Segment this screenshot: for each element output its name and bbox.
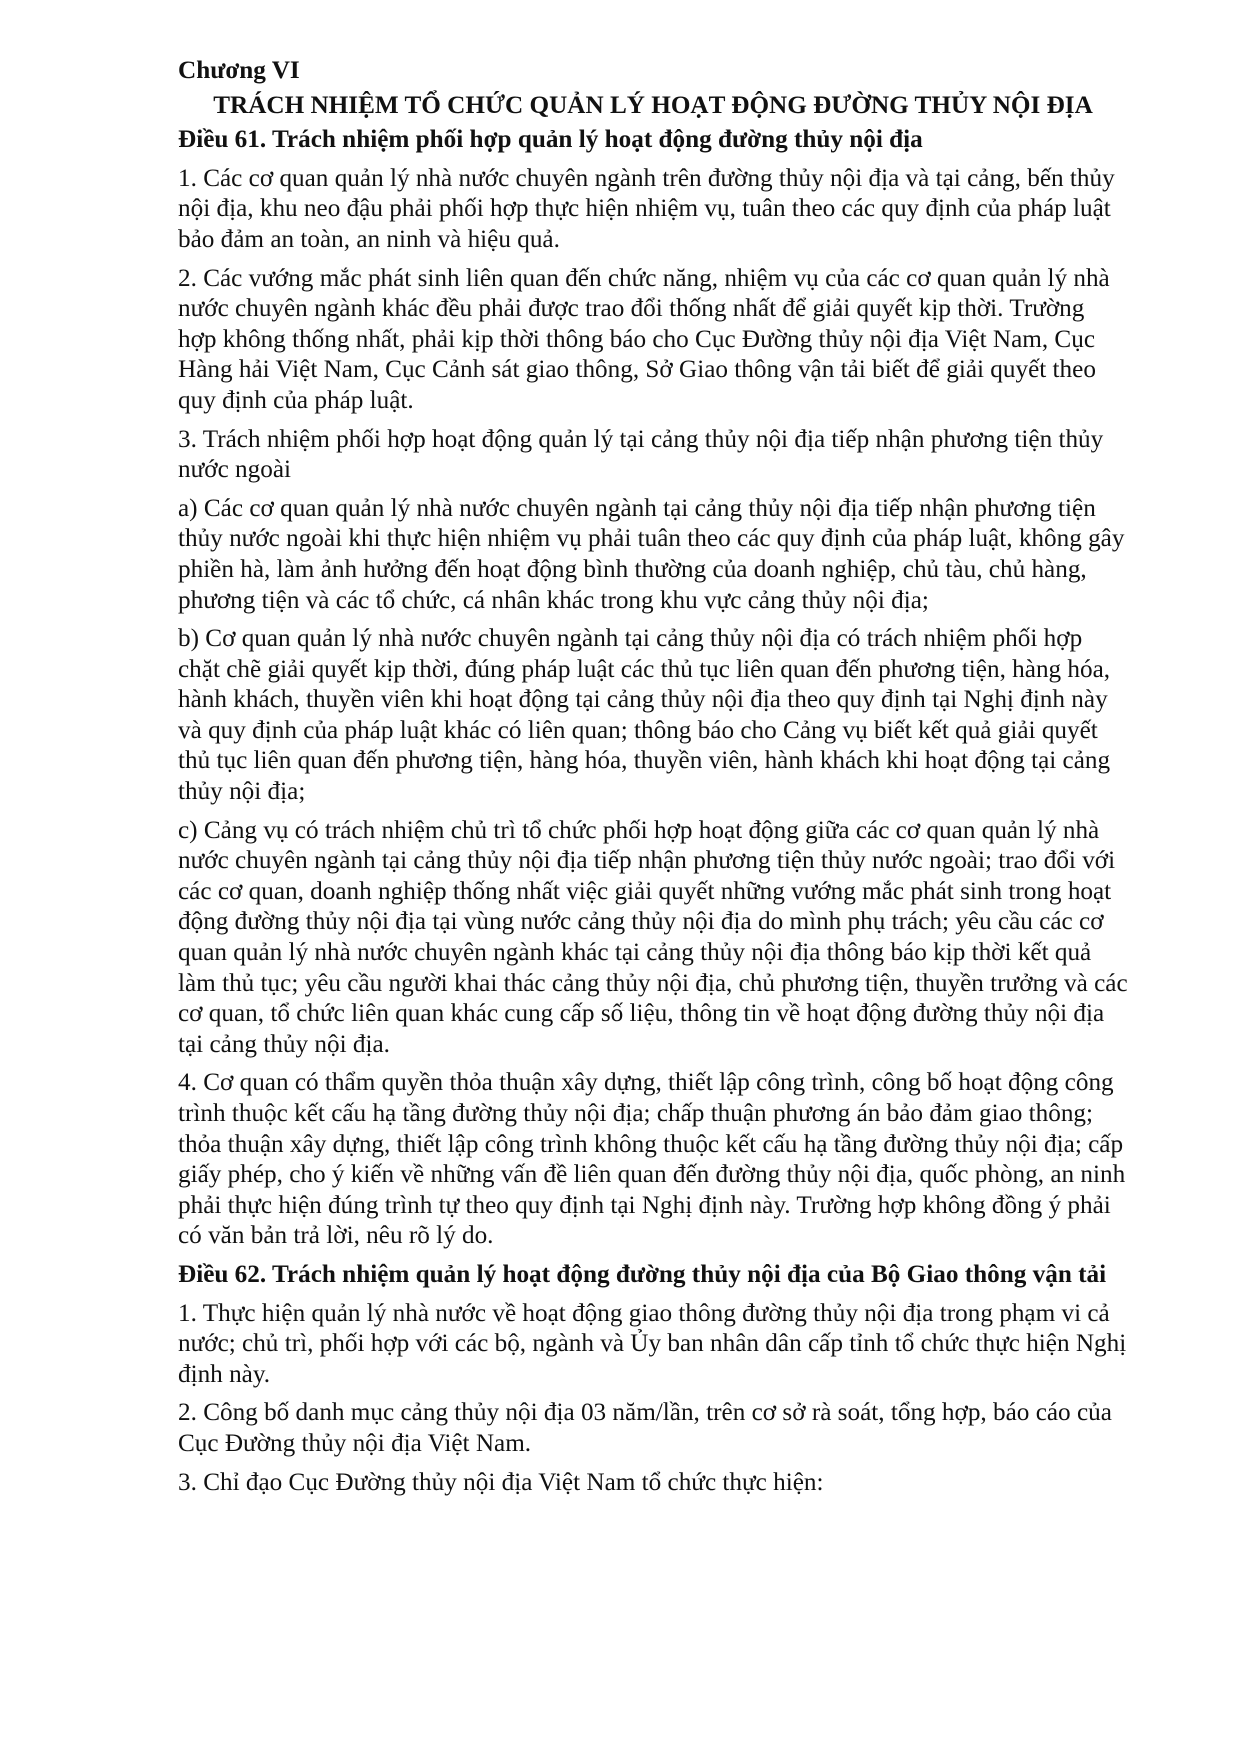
paragraph: 2. Công bố danh mục cảng thủy nội địa 03 năm/lần, trên cơ sở rà soát, tổng hợp, báo cáo của Cục Đường thủy nội địa Việt Nam. <box>178 1399 1112 1457</box>
paragraph: a) Các cơ quan quản lý nhà nước chuyên ngành tại cảng thủy nội địa tiếp nhận phương tiện thủy nước ngoài khi thực hiện nhiệm vụ phải tuân theo các quy định của pháp luật, không gây phiền hà, làm ảnh hưởng đến hoạt động bình thường của doanh nghiệp, chủ tàu, chủ hàng, phương tiện và các tổ chức, cá nhân khác trong khu vực cảng thủy nội địa; <box>178 494 1125 614</box>
chapter-label: Chương VI <box>178 57 300 84</box>
paragraph: 1. Thực hiện quản lý nhà nước về hoạt động giao thông đường thủy nội địa trong phạm vi cả nước; chủ trì, phối hợp với các bộ, ngành và Ủy ban nhân dân cấp tỉnh tổ chức thực hiện Nghị định này. <box>178 1299 1127 1388</box>
article-title: Điều 62. Trách nhiệm quản lý hoạt động đường thủy nội địa của Bộ Giao thông vận tải <box>178 1260 1107 1288</box>
chapter-title: TRÁCH NHIỆM TỔ CHỨC QUẢN LÝ HOẠT ĐỘNG ĐƯỜNG THỦY NỘI ĐỊA <box>213 91 1093 119</box>
document-page <box>178 56 1128 1506</box>
paragraph: 1. Các cơ quan quản lý nhà nước chuyên ngành trên đường thủy nội địa và tại cảng, bến thủy nội địa, khu neo đậu phải phối hợp thực hiện nhiệm vụ, tuân theo các quy định của pháp luật bảo đảm an toàn, an ninh và hiệu quả. <box>178 164 1115 253</box>
paragraph: 3. Trách nhiệm phối hợp hoạt động quản lý tại cảng thủy nội địa tiếp nhận phương tiện thủy nước ngoài <box>178 425 1104 484</box>
paragraph: c) Cảng vụ có trách nhiệm chủ trì tổ chức phối hợp hoạt động giữa các cơ quan quản lý nhà nước chuyên ngành tại cảng thủy nội địa tiếp nhận phương tiện thủy nước ngoài; trao đổi với các cơ quan, doanh nghiệp thống nhất việc giải quyết những vướng mắc phát sinh trong hoạt động đường thủy nội địa tại vùng nước cảng thủy nội địa do mình phụ trách; yêu cầu các cơ quan quản lý nhà nước chuyên ngành khác tại cảng thủy nội địa thông báo kịp thời kết quả làm thủ tục; yêu cầu người khai thác cảng thủy nội địa, chủ phương tiện, thuyền trưởng và các cơ quan, tổ chức liên quan khác cung cấp số liệu, thông tin về hoạt động đường thủy nội địa tại cảng thủy nội địa. <box>178 816 1128 1058</box>
paragraph: 4. Cơ quan có thẩm quyền thỏa thuận xây dựng, thiết lập công trình, công bố hoạt động công trình thuộc kết cấu hạ tầng đường thủy nội địa; chấp thuận phương án bảo đảm giao thông; thỏa thuận xây dựng, thiết lập công trình không thuộc kết cấu hạ tầng đường thủy nội địa; cấp giấy phép, cho ý kiến về những vấn đề liên quan đến đường thủy nội địa, quốc phòng, an ninh phải thực hiện đúng trình tự theo quy định tại Nghị định này. Trường hợp không đồng ý phải có văn bản trả lời, nêu rõ lý do. <box>178 1069 1126 1250</box>
paragraph: 3. Chỉ đạo Cục Đường thủy nội địa Việt Nam tổ chức thực hiện: <box>178 1468 824 1496</box>
paragraph: 2. Các vướng mắc phát sinh liên quan đến chức năng, nhiệm vụ của các cơ quan quản lý nhà nước chuyên ngành khác đều phải được trao đổi thống nhất để giải quyết kịp thời. Trường hợp không thống nhất, phải kịp thời thông báo cho Cục Đường thủy nội địa Việt Nam, Cục Hàng hải Việt Nam, Cục Cảnh sát giao thông, Sở Giao thông vận tải biết để giải quyết theo quy định của pháp luật. <box>178 264 1110 414</box>
article-62 <box>178 1260 1128 1498</box>
article-title: Điều 61. Trách nhiệm phối hợp quản lý hoạt động đường thủy nội địa <box>178 126 923 154</box>
article-61 <box>178 125 1128 1252</box>
paragraph: b) Cơ quan quản lý nhà nước chuyên ngành tại cảng thủy nội địa có trách nhiệm phối hợp chặt chẽ giải quyết kịp thời, đúng pháp luật các thủ tục liên quan đến phương tiện, hàng hóa, hành khách, thuyền viên khi hoạt động tại cảng thủy nội địa theo quy định tại Nghị định này và quy định của pháp luật khác có liên quan; thông báo cho Cảng vụ biết kết quả giải quyết thủ tục liên quan đến phương tiện, hàng hóa, thuyền viên, hành khách khi hoạt động tại cảng thủy nội địa; <box>178 625 1111 806</box>
